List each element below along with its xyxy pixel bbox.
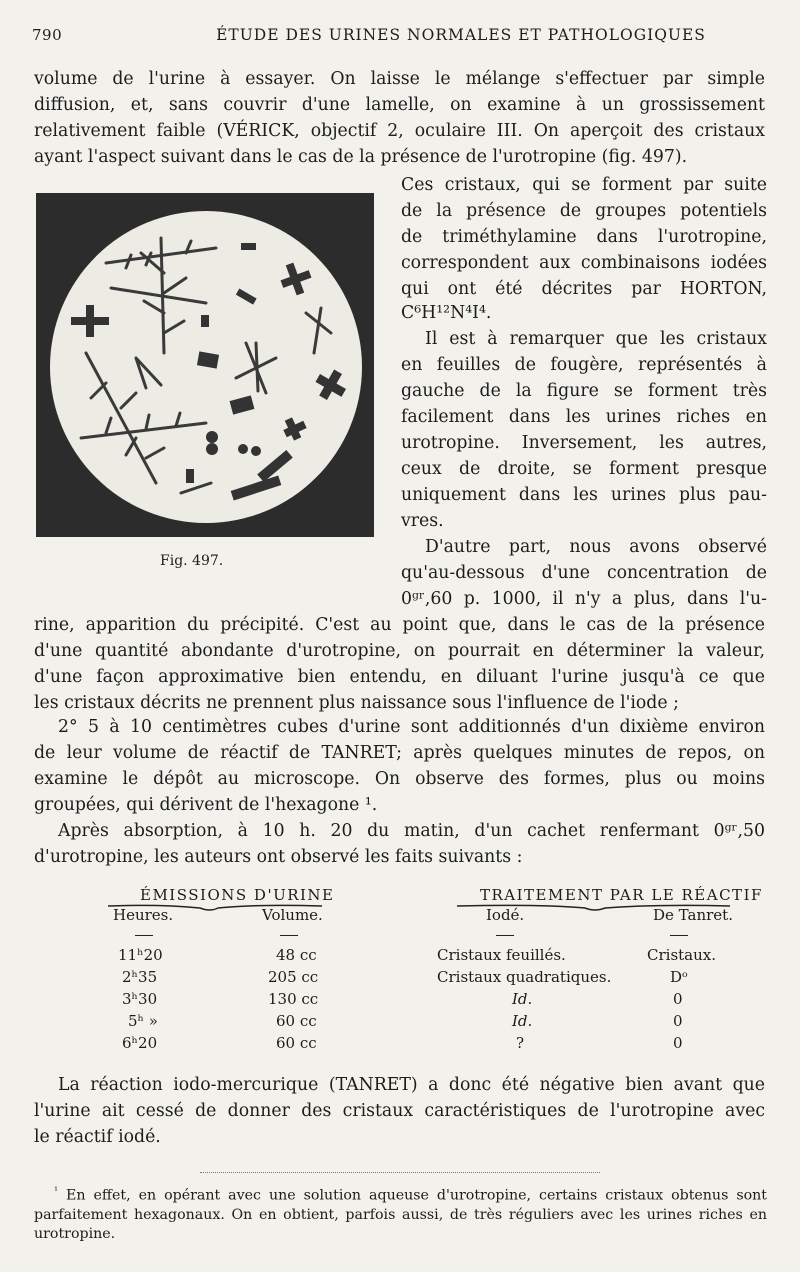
text-line: D'autre part, nous avons observé <box>425 537 767 557</box>
text-line: d'une quantité abondante d'urotropine, on pourrait en déterminer la valeur, <box>34 641 765 661</box>
column-header: Volume. <box>262 906 323 924</box>
text-line: relativement faible (VÉRICK, objectif 2, oculaire III. On aperçoit des cristaux <box>34 121 765 141</box>
table-cell: 205 cc <box>268 968 319 986</box>
text-line: Après absorption, à 10 h. 20 du matin, d'un cachet renfermant 0ᵍʳ,50 <box>58 821 765 841</box>
text-line: Il est à remarquer que les cristaux <box>425 329 767 349</box>
text-line: de leur volume de réactif de TANRET; après quelques minutes de repos, on <box>34 743 765 763</box>
table-cell: Dᵒ <box>670 968 688 986</box>
text-line: volume de l'urine à essayer. On laisse le mélange s'effectuer par simple <box>34 69 765 89</box>
text-line: 2° 5 à 10 centimètres cubes d'urine sont additionnés d'un dixième environ <box>58 717 765 737</box>
text-line: urotropine. Inversement, les autres, <box>401 433 767 453</box>
table-cell: 0 <box>673 1012 683 1030</box>
text-line: 0ᵍʳ,60 p. 1000, il n'y a plus, dans l'u- <box>401 589 767 609</box>
table-cell: 6ʰ20 <box>122 1034 158 1052</box>
text-line: uniquement dans les urines plus pau- <box>401 485 767 505</box>
table-cell: 130 cc <box>268 990 319 1008</box>
running-title: ÉTUDE DES URINES NORMALES ET PATHOLOGIQUES <box>216 26 706 44</box>
table-cell: Id. <box>512 1012 533 1030</box>
text-line: rine, apparition du précipité. C'est au point que, dans le cas de la présence <box>34 615 765 635</box>
column-dash <box>135 935 153 936</box>
figure-caption: Fig. 497. <box>160 553 224 569</box>
page-header <box>32 26 770 50</box>
column-dash <box>496 935 514 936</box>
text-line: correspondent aux combinaisons iodées <box>401 253 767 273</box>
footnote-text: En effet, en opérant avec une solution aqueuse d'urotropine, certains cristaux obtenus sont parfaitement hexagonaux. On en obtient, parfois aussi, de très réguliers avec les urines riches en urotropine. <box>34 1187 767 1242</box>
text-line: de la présence de groupes potentiels <box>401 201 767 221</box>
text-line: Ces cristaux, qui se forment par suite <box>401 175 767 195</box>
text-line: ceux de droite, se forment presque <box>401 459 767 479</box>
table-cell: 60 cc <box>276 1012 317 1030</box>
chemical-formula: C⁶H¹²N⁴I⁴. <box>401 303 492 323</box>
footnote-divider <box>200 1172 600 1173</box>
text-line: qu'au-dessous d'une concentration de <box>401 563 767 583</box>
table-cell: 2ʰ35 <box>122 968 158 986</box>
table-cell: Cristaux. <box>647 946 717 964</box>
table-cell: 48 cc <box>276 946 317 964</box>
table-cell: 0 <box>673 1034 683 1052</box>
table-cell: Cristaux quadratiques. <box>437 968 612 986</box>
table-group-header: ÉMISSIONS D'URINE <box>140 886 335 904</box>
column-dash <box>670 935 688 936</box>
text-line: en feuilles de fougère, représentés à <box>401 355 767 375</box>
text-line: examine le dépôt au microscope. On observe des formes, plus ou moins <box>34 769 765 789</box>
footnote-mark: ¹ <box>54 1186 59 1197</box>
text-line: d'urotropine, les auteurs ont observé les faits suivants : <box>34 847 523 867</box>
text-line: qui ont été décrites par HORTON, <box>401 279 767 299</box>
table-cell: Cristaux feuillés. <box>437 946 566 964</box>
text-line: facilement dans les urines riches en <box>401 407 767 427</box>
footnote <box>34 1182 767 1244</box>
table-cell: Id. <box>512 990 533 1008</box>
text-line: le réactif iodé. <box>34 1127 161 1147</box>
column-dash <box>280 935 298 936</box>
text-line: ayant l'aspect suivant dans le cas de la présence de l'urotropine (fig. 497). <box>34 147 688 167</box>
table-cell: ? <box>516 1034 525 1052</box>
microscope-figure <box>36 193 374 537</box>
page-number: 790 <box>32 26 63 44</box>
table-cell: 0 <box>673 990 683 1008</box>
text-line: l'urine ait cessé de donner des cristaux caractéristiques de l'urotropine avec <box>34 1101 765 1121</box>
column-header: Iodé. <box>486 906 525 924</box>
column-header: De Tanret. <box>653 906 733 924</box>
table-cell: 11ʰ20 <box>118 946 163 964</box>
text-line: d'une façon approximative bien entendu, en diluant l'urine jusqu'à ce que <box>34 667 765 687</box>
text-line: gauche de la figure se forment très <box>401 381 767 401</box>
text-line: La réaction iodo-mercurique (TANRET) a donc été négative bien avant que <box>58 1075 765 1095</box>
text-line: de triméthylamine dans l'urotropine, <box>401 227 767 247</box>
crystals-illustration <box>36 193 374 537</box>
table-cell: 3ʰ30 <box>122 990 158 1008</box>
table-cell: 5ʰ » <box>128 1012 158 1030</box>
text-line: vres. <box>401 511 444 531</box>
table-cell: 60 cc <box>276 1034 317 1052</box>
text-line: les cristaux décrits ne prennent plus naissance sous l'influence de l'iode ; <box>34 693 679 713</box>
text-line: groupées, qui dérivent de l'hexagone ¹. <box>34 795 378 815</box>
column-header: Heures. <box>113 906 174 924</box>
table-group-header: TRAITEMENT PAR LE RÉACTIF <box>480 886 763 904</box>
text-line: diffusion, et, sans couvrir d'une lamelle, on examine à un grossissement <box>34 95 765 115</box>
